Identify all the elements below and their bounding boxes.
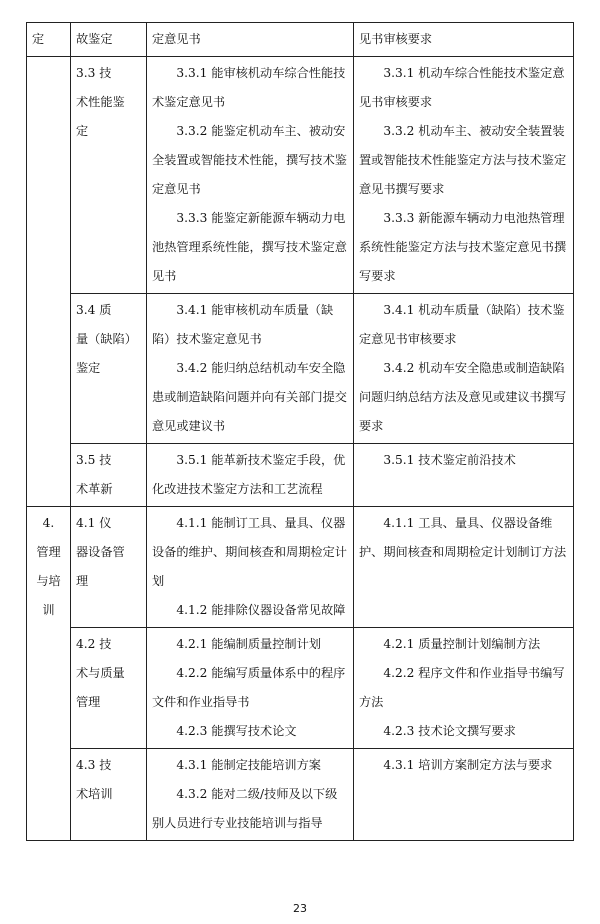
knowledge-item: 4.1.1 工具、量具、仪器设备维护、期间核查和周期检定计划制订方法	[359, 516, 567, 559]
skill-item: 3.3.3 能鉴定新能源车辆动力电池热管理系统性能，撰写技术鉴定意见书	[152, 211, 347, 283]
knowledge-item: 3.4.2 机动车安全隐患或制造缺陷问题归纳总结方法及意见或建议书撰写要求	[359, 361, 567, 433]
table-row	[27, 628, 574, 749]
knowledge-cell	[354, 57, 574, 294]
knowledge-cell	[354, 749, 574, 841]
table-row	[27, 444, 574, 507]
knowledge-cell	[354, 507, 574, 628]
skill-item: 3.4.2 能归纳总结机动车安全隐患或制造缺陷问题并向有关部门提交意见或建议书	[152, 361, 347, 433]
skills-cell	[147, 507, 354, 628]
knowledge-cell	[354, 628, 574, 749]
table-header-row	[27, 23, 574, 57]
skill-requirements-table	[26, 22, 574, 841]
skill-item: 4.3.2 能对二级/技师及以下级别人员进行专业技能培训与指导	[152, 787, 338, 830]
subcategory-label: 3.3 技 术性能鉴 定	[76, 66, 125, 138]
knowledge-item: 4.2.3 技术论文撰写要求	[383, 724, 516, 738]
subcategory-label: 4.3 技 术培训	[76, 758, 113, 801]
skill-item: 4.2.2 能编写质量体系中的程序文件和作业指导书	[152, 666, 346, 709]
subcategory-cell	[71, 628, 147, 749]
table-row	[27, 57, 574, 294]
knowledge-item: 3.3.3 新能源车辆动力电池热管理系统性能鉴定方法与技术鉴定意见书撰写要求	[359, 211, 567, 283]
page-number: 23	[293, 902, 307, 915]
skill-item: 3.4.1 能审核机动车质量（缺陷）技术鉴定意见书	[152, 303, 334, 346]
knowledge-item: 4.2.1 质量控制计划编制方法	[383, 637, 541, 651]
skills-cell	[147, 628, 354, 749]
skill-item: 3.3.1 能审核机动车综合性能技术鉴定意见书	[152, 66, 346, 109]
subcategory-label: 4.1 仪 器设备管 理	[76, 516, 125, 588]
subcategory-cell	[71, 507, 147, 628]
header-cell-skills: 定意见书	[147, 23, 354, 57]
subcategory-cell	[71, 294, 147, 444]
category-label: 4. 管理 与培 训	[36, 516, 61, 617]
table-row	[27, 749, 574, 841]
subcategory-cell	[71, 57, 147, 294]
skill-item: 3.3.2 能鉴定机动车主、被动安全装置或智能技术性能，撰写技术鉴定意见书	[152, 124, 347, 196]
knowledge-cell	[354, 294, 574, 444]
header-cell-knowledge: 见书审核要求	[354, 23, 574, 57]
header-cell-subcategory: 故鉴定	[71, 23, 147, 57]
knowledge-cell	[354, 444, 574, 507]
table-row	[27, 294, 574, 444]
category-cell	[27, 507, 71, 841]
skills-cell	[147, 294, 354, 444]
knowledge-item: 3.4.1 机动车质量（缺陷）技术鉴定意见书审核要求	[359, 303, 565, 346]
skill-item: 4.1.1 能制订工具、量具、仪器设备的维护、期间核查和周期检定计划	[152, 516, 347, 588]
subcategory-cell	[71, 749, 147, 841]
skills-cell	[147, 749, 354, 841]
subcategory-label: 4.2 技 术与质量 管理	[76, 637, 125, 709]
skills-cell	[147, 57, 354, 294]
subcategory-label: 3.5 技 术革新	[76, 453, 113, 496]
header-cell-category: 定	[27, 23, 71, 57]
skill-item: 4.1.2 能排除仪器设备常见故障	[176, 603, 346, 617]
subcategory-label: 3.4 质 量（缺陷） 鉴定	[76, 303, 137, 375]
table-row	[27, 507, 574, 628]
skill-item: 3.5.1 能革新技术鉴定手段，优化改进技术鉴定方法和工艺流程	[152, 453, 346, 496]
skill-item: 4.3.1 能制定技能培训方案	[176, 758, 321, 772]
skill-item: 4.2.3 能撰写技术论文	[176, 724, 297, 738]
knowledge-item: 3.3.2 机动车主、被动安全装置装置或智能技术性能鉴定方法与技术鉴定意见书撰写要求	[359, 124, 567, 196]
skill-item: 4.2.1 能编制质量控制计划	[176, 637, 321, 651]
knowledge-item: 4.3.1 培训方案制定方法与要求	[383, 758, 553, 772]
skills-cell	[147, 444, 354, 507]
knowledge-item: 3.3.1 机动车综合性能技术鉴定意见书审核要求	[359, 66, 565, 109]
subcategory-cell	[71, 444, 147, 507]
knowledge-item: 4.2.2 程序文件和作业指导书编写方法	[359, 666, 565, 709]
category-cell-continued	[27, 57, 71, 507]
knowledge-item: 3.5.1 技术鉴定前沿技术	[383, 453, 516, 467]
